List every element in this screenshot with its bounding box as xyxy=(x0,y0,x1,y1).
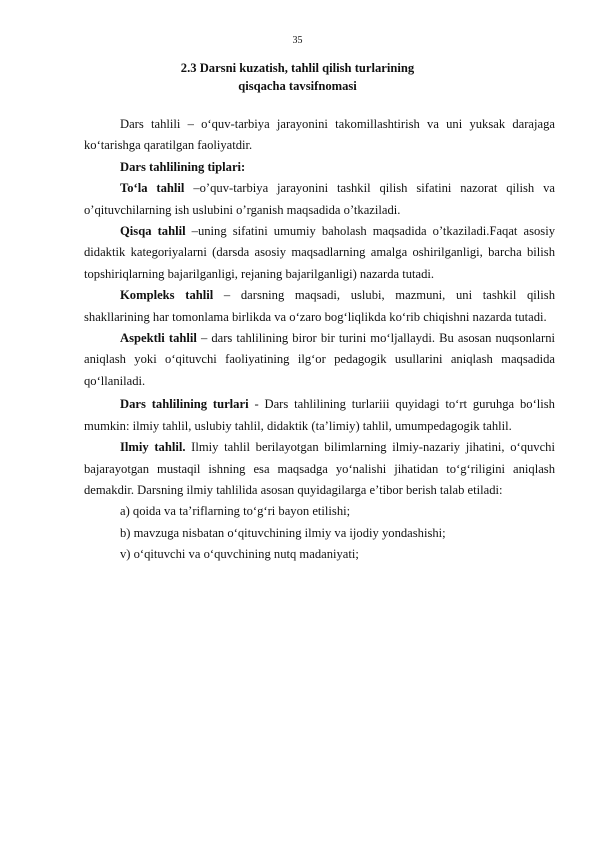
analysis-kinds-text: - Dars tahlilining turlariii quyidagi to‘rt guruhga bo‘lish mumkin: ilmiy tahlil, uslubiy tahlil, didaktik (ta’limiy) tahlil, umumpedagogik tahlil. xyxy=(84,397,555,433)
complex-analysis-text: – darsning maqsadi, uslubi, mazmuni, uni tashkil qilish shakllarining har tomonlama birlikda va o‘zaro bog‘liqlikda ko‘rib chiqishni nazarda tutadi. xyxy=(84,288,555,324)
aspect-analysis-paragraph xyxy=(84,328,555,392)
section-heading-line-2: qisqacha tavsifnomasi xyxy=(238,79,357,93)
list-item-b: b) mavzuga nisbatan o‘qituvchining ilmiy va ijodiy yondashishi; xyxy=(120,525,446,540)
complex-analysis-term: Kompleks tahlil xyxy=(120,288,214,303)
analysis-kinds-term: Dars tahlilining turlari xyxy=(120,397,249,412)
types-heading xyxy=(84,157,555,178)
scientific-analysis-text: Ilmiy tahlil berilayotgan bilimlarning ilmiy-nazariy jihatini, o‘quvchi bajarayotgan mustaqil ishning esa maqsadga yo‘nalishi jihatidan to‘g‘riligini aniqlash demakdir. Darsning ilmiy tahlilida asosan quyidagilarga e’tibor berish talab etiladi: xyxy=(84,440,555,497)
analysis-kinds-paragraph xyxy=(84,394,555,437)
list-item-a: a) qoida va ta’riflarning to‘g‘ri bayon etilishi; xyxy=(120,504,351,519)
intro-paragraph: Dars tahlili – o‘quv-tarbiya jarayonini takomillashtirish va uni yuksak darajaga ko‘tarishga qaratilgan faoliyatdir. xyxy=(84,117,555,153)
scientific-analysis-paragraph xyxy=(84,437,555,501)
short-analysis-paragraph xyxy=(84,221,555,285)
scientific-analysis-term: Ilmiy tahlil. xyxy=(120,440,186,455)
types-heading-text: Dars tahlilining tiplari: xyxy=(120,159,246,174)
aspect-analysis-text: – dars tahlilining biror bir turini mo‘ljallaydi. Bu asosan nuqsonlarni aniqlash yoki o‘qituvchi faoliyatining ilg‘or pedagogik usullarini aniqlash maqsadida qo‘llaniladi. xyxy=(84,331,555,388)
section-heading xyxy=(0,59,595,95)
full-analysis-paragraph xyxy=(84,178,555,221)
section-heading-line-1: 2.3 Darsni kuzatish, tahlil qilish turlarining xyxy=(180,61,415,75)
short-analysis-text: –uning sifatini umumiy baholash maqsadida o’tkaziladi.Faqat asosiy didaktik kategoriyalarni (darsda asosiy maqsadlarning amalga oshirilganligi, barcha bilish topshiriqlarning bajarilganligi, rejaning bajarilganligi) nazarda tutadi. xyxy=(84,224,555,281)
complex-analysis-paragraph xyxy=(84,285,555,328)
list-item-v: v) o‘qituvchi va o‘quvchining nutq madaniyati; xyxy=(120,547,359,562)
full-analysis-term: To‘la tahlil xyxy=(120,181,185,196)
full-analysis-text: –o’quv-tarbiya jarayonini tashkil qilish sifatini nazorat qilish va o’qituvchilarning ish uslubini o’rganish maqsadida o’tkaziladi. xyxy=(84,181,555,217)
document-body xyxy=(84,114,555,566)
aspect-analysis-term: Aspektli tahlil xyxy=(120,331,197,346)
short-analysis-term: Qisqa tahlil xyxy=(120,224,186,239)
page-number: 35 xyxy=(292,35,303,46)
